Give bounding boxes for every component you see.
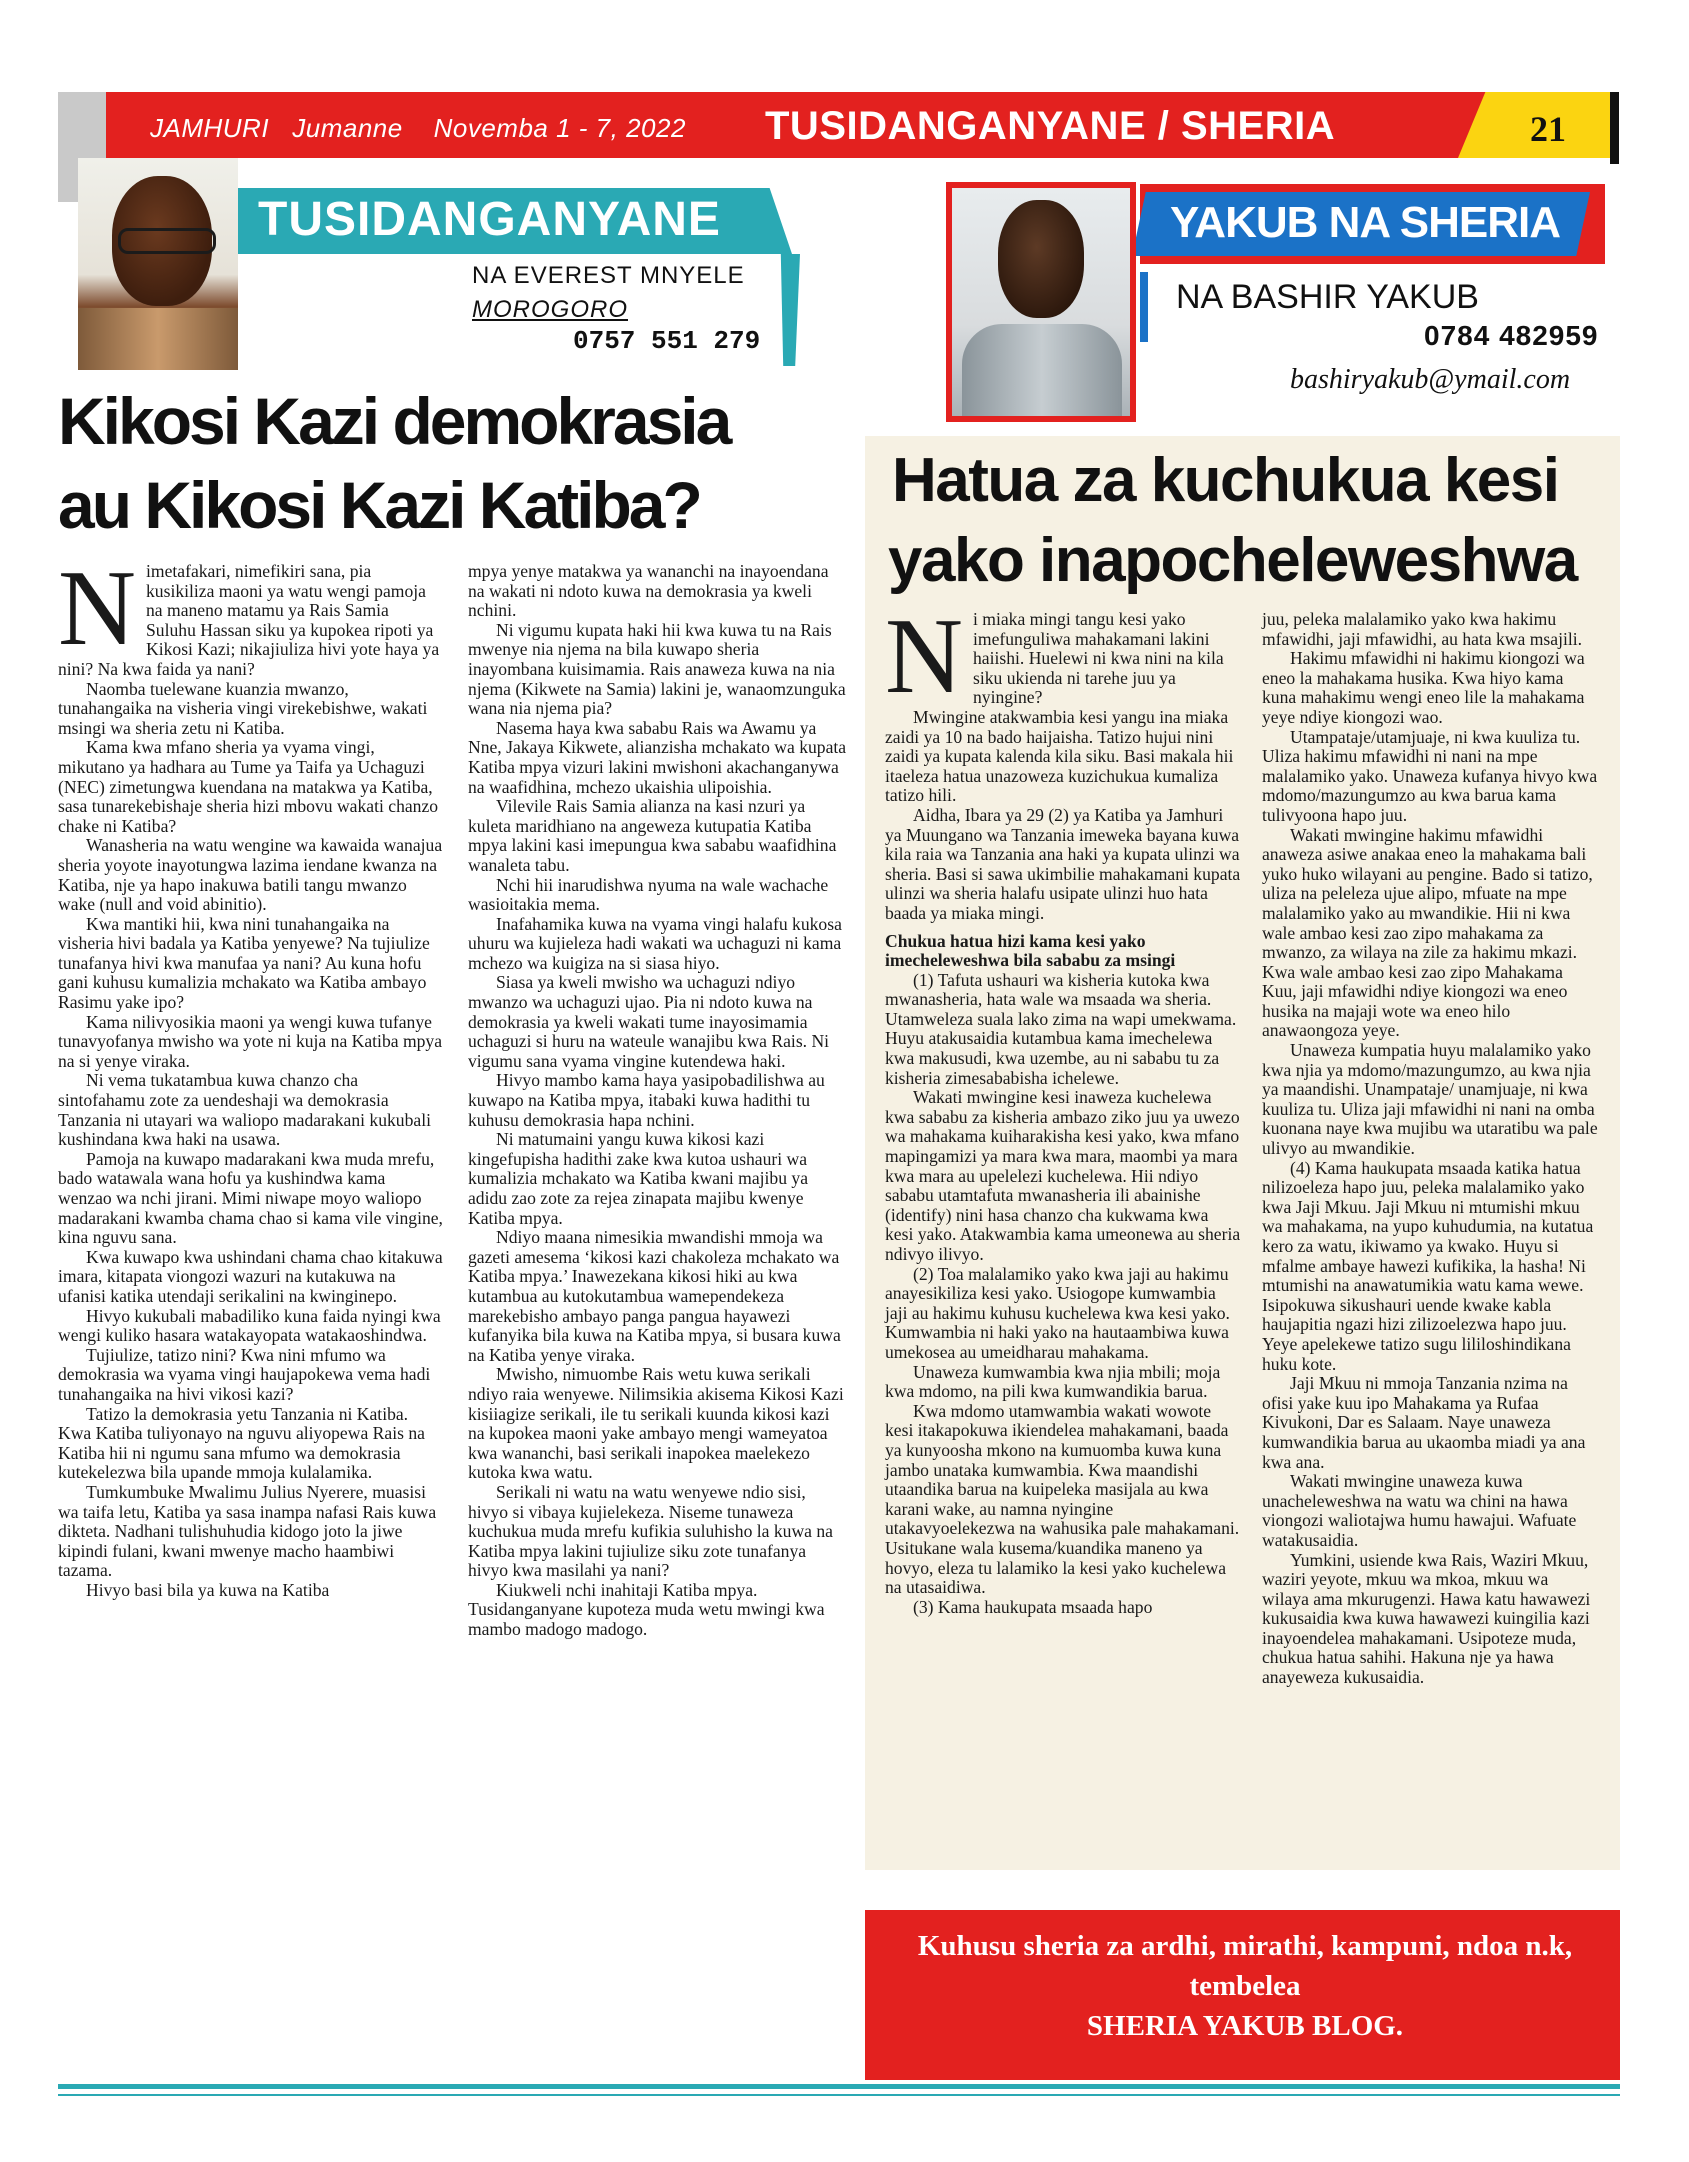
article-paragraph: Ndiyo maana nimesikia mwandishi mmoja wa gazeti amesema ‘kikosi kazi chakoleza mchakato wa Katiba mpya.’ Inawezekana kikosi hiki au kwa kutambua au kutokutambua wamependekeza marekebisho ambayo panga pangua hayawezi kufanyika bila kuwa na Katiba mpya, si busara kuwa na Katiba yenye viraka. [468, 1227, 841, 1365]
photo-glasses [118, 228, 216, 254]
article-paragraph: Wakati mwingine unaweza kuwa unacheleweshwa na watu wa chini na hawa viongozi waliotajwa humu hawajui. Wafuate watakusaidia. [1262, 1471, 1577, 1550]
article-subheading: Chukua hatua hizi kama kesi yako imecheleweshwa bila sababu za msingi [885, 930, 1176, 971]
column-title: TUSIDANGANYANE [258, 193, 721, 246]
author-phone-right: 0784 482959 [1424, 320, 1599, 351]
article-paragraph: Kwa mdomo utamwambia wakati wowote kesi itakapokuwa ikiendelea mahakamani, baada ya kunyoosha mkono na kumuomba kuwa kuna jambo unataka kumwambia. Kwa maandishi utaandika barua na kuipeleka masijala au kwa karani wake, au namna nyingine utakavyoelekezwa na wahusika pale mahakamani. Usitukane wala kusema/kuandika maneno ya hovyo, eleza tu lalamiko la kesi yako kuchelewa na utasaidiwa. [885, 1400, 1240, 1598]
article-paragraph: (4) Kama haukupata msaada katika hatua nilizoeleza hapo juu, peleka malalamiko yako kwa Jaji Mkuu. Jaji Mkuu ni mtumishi mkuu wa mahakama, na yupo kuhudumia, na kutatua kero za watu, ikiwamo ya kwako. Huyu si mfalme ambaye hawezi kufikika, la hasha! Ni mtumishi na anawatumikia watu kama wewe. Isipokuwa sikushauri uende kwake kabla haujapitia ngazi hizi zilizoelezwa hapo juu. Yeye apelekewe tatizo sugu lililoshindikana huku kote. [1262, 1157, 1594, 1374]
headline-left-line1: Kikosi Kazi demokrasia [58, 384, 730, 458]
section-title: TUSIDANGANYANE / SHERIA [765, 104, 1336, 148]
drop-cap: N [58, 549, 136, 668]
author-photo-right [946, 182, 1136, 422]
issue-dates: Novemba 1 - 7, 2022 [433, 113, 686, 143]
article-paragraph: Unaweza kumpatia huyu malalamiko yako kwa njia ya mdomo/mazungumzo, au kwa njia ya maandishi. Unampataje/ unamjuaje, ni kwa kuuliza tu. Uliza jaji mfawidhi ni nani na omba kuonana naye kwa mujibu wa utaratibu wa pale ulivyo au mwandikie. [1262, 1040, 1598, 1159]
right-article-column-1 [885, 597, 1241, 1617]
article-paragraph: Hivyo mambo kama haya yasipobadilishwa au kuwapo na Katiba mpya, itabaki kuwa hadithi tu kuhusu demokrasia hapa nchini. [468, 1070, 825, 1130]
article-paragraph: Siasa ya kweli mwisho wa uchaguzi ndiyo mwanzo wa uchaguzi ujao. Pia ni ndoto kuwa na demokrasia ya kweli wakati tume inayosimamia uchaguzi si huru na wateule wanajibu kwa Rais. Ni vigumu sana vyama vingine kutendewa haki. [468, 972, 830, 1071]
left-article-column-1 [58, 549, 443, 1600]
author-byline: NA EVEREST MNYELE [472, 262, 745, 289]
article-paragraph: Kama kwa mfano sheria ya vyama vingi, mikutano ya hadhara au Tume ya Taifa ya Uchaguzi (NEC) zimetungwa kuendana na matakwa ya Katiba, sasa tunarekebishaje sheria hizi mbovu wakati chanzo chake ni Katiba? [58, 737, 439, 836]
left-article-column-2 [468, 562, 848, 1640]
article-paragraph: Nasema haya kwa sababu Rais wa Awamu ya Nne, Jakaya Kikwete, alianzisha mchakato wa kupata Katiba mpya vizuri lakini mwishoni akachanganywa na waafidhina, mchezo ukaishia ulipoishia. [468, 717, 847, 797]
column-title-right: YAKUB NA SHERIA [1170, 198, 1561, 247]
article-paragraph: (3) Kama haukupata msaada hapo [913, 1596, 1153, 1617]
article-paragraph: juu, peleka malalamiko yako kwa hakimu mfawidhi, jaji mfawidhi, au hata kwa msajili. [1262, 609, 1583, 649]
article-paragraph: Serikali ni watu na watu wenyewe ndio sisi, hivyo si vibaya kujielekeza. Niseme tunaweza kuchukua muda mrefu kufikia suluhisho la kuwa na Katiba mpya lakini tujiulize siku zote tunafanya hivyo kwa masilahi ya nani? [468, 1481, 833, 1581]
author-phone: 0757 551 279 [573, 326, 761, 356]
article-paragraph: Aidha, Ibara ya 29 (2) ya Katiba ya Jamhuri ya Muungano wa Tanzania imeweka bayana kuwa kila raia wa Tanzania ana haki ya kupata ulinzi wa sheria. Basi si sawa ukimbilie mahakamani kupata ulinzi wa sheria halafu usipate ulinzi huo hata baada ya miaka mingi. [885, 804, 1241, 923]
header-edge-bar [1610, 92, 1619, 164]
article-paragraph: Ni miaka mingi tangu kesi yako imefunguliwa mahakamani lakini haiishi. Huelewi ni kwa nini na kila siku ukienda ni tarehe juu ya nyingine? [885, 597, 1224, 716]
article-paragraph: Tatizo la demokrasia yetu Tanzania ni Katiba. Kwa Katiba tuliyonayo na nguvu aliyopewa Rais na Katiba hii ni ngumu sana mfumo wa demokrasia kutekelezwa bila upande mmoja kulalamika. [58, 1403, 425, 1483]
article-paragraph: Naomba tuelewane kuanzia mwanzo, tunahangaika na visheria vingi virekebishwe, wakati msingi wa sheria zetu ni Katiba. [58, 678, 428, 738]
article-paragraph: Nimetafakari, nimefikiri sana, pia kusikiliza maoni ya watu wengi pamoja na maneno matamu ya Rais Samia Suluhu Hassan siku ya kupokea ripoti ya Kikosi Kazi; nikajiuliza hivi yote haya ya nini? Na kwa faida ya nani? [58, 549, 440, 679]
article-paragraph: Utampataje/utamjuaje, ni kwa kuuliza tu. Uliza hakimu mfawidhi ni nani na mpe malalamiko yako. Unaweza kufanya hivyo kwa mdomo/mazungumzo au kwa barua kama tulivyoona hapo juu. [1262, 726, 1598, 825]
article-paragraph: Jaji Mkuu ni mmoja Tanzania nzima na ofisi yake kuu ipo Mahakama ya Rufaa Kivukoni, Dar es Salaam. Naye unaweza kumwandikia barua au ukaomba miadi ya ana kwa ana. [1262, 1373, 1586, 1472]
author-location: MOROGORO [472, 296, 628, 323]
article-paragraph: Inafahamika kuwa na vyama vingi halafu kukosa uhuru wa kujieleza hadi wakati wa uchaguzi ni kama mchezo wa kuigiza na si siasa hiyo. [468, 913, 842, 973]
article-paragraph: Unaweza kumwambia kwa njia mbili; moja kwa mdomo, na pili kwa kumwandikia barua. [885, 1361, 1221, 1402]
article-paragraph: mpya yenye matakwa ya wananchi na inayoendana na wakati ni ndoto kuwa na demokrasia ya kweli nchini. [468, 561, 829, 621]
article-paragraph: Kwa kuwapo kwa ushindani chama chao kitakuwa imara, kitapata viongozi wazuri na kutakuwa na ufanisi katika utendaji serikalini na kwinginepo. [58, 1246, 443, 1306]
article-paragraph: (1) Tafuta ushauri wa kisheria kutoka kwa mwanasheria, hata wale wa msaada wa sheria. Utamweleza suala lako zima na wapi umekwama. Huyu atakusaidia kutambua kama imechelewa kwa makusudi, kwa uzembe, au ni sababu tu za kisheria zimesababisha ichelewe. [885, 969, 1237, 1088]
page-number: 21 [1530, 109, 1566, 149]
blog-promo-line1: Kuhusu sheria za ardhi, mirathi, kampuni, ndoa n.k, [917, 1930, 1573, 1962]
photo-shirt [78, 308, 238, 370]
photo-shirt [962, 324, 1122, 416]
header-dateline [150, 113, 686, 144]
article-paragraph: Vilevile Rais Samia alianza na kasi nzuri ya kuleta maridhiano na angeweza kutupatia Katiba mpya lakini kasi imepungua kwa sababu waafidhina wanaleta tabu. [468, 796, 837, 875]
drop-cap: N [885, 597, 963, 716]
article-paragraph: Kiukweli nchi inahitaji Katiba mpya. Tusidanganyane kupoteza muda wetu mwingi kwa mambo madogo madogo. [468, 1579, 825, 1640]
article-paragraph: Kama nilivyosikia maoni ya wengi kuwa tufanye tunavyofanya mwisho wa yote ni kuja na Katiba mpya na si yenye viraka. [58, 1011, 443, 1071]
byline-accent-bar [1140, 272, 1148, 342]
article-paragraph: Yumkini, usiende kwa Rais, Waziri Mkuu, waziri yeyote, mkuu wa mkoa, mkuu wa wilaya ama mkurugenzi. Hawa katu hawawezi kukusaidia kwa kuwa hawawezi kuingilia kazi inayoendelea mahakamani. Usipoteze muda, chukua hatua sahihi. Hakuna nje ya hawa anayeweza kukusaidia. [1262, 1549, 1591, 1688]
headline-right-line2: yako inapocheleweshwa [888, 526, 1577, 595]
article-paragraph: Ni matumaini yangu kuwa kikosi kazi kingefupisha hadithi zake kwa kutoa ushauri wa kumalizia mchakato wa Katiba kwani majibu ya adidu zao zote za rejea zinapata majibu kwenye Katiba mpya. [468, 1129, 809, 1228]
article-paragraph: Mwingine atakwambia kesi yangu ina miaka zaidi ya 10 na bado haijaisha. Tatizo hujui nini zaidi ya kupata kalenda kila siku. Basi makala hii itaeleza hatua unazoweza kuzichukua kumaliza tatizo hili. [885, 706, 1234, 806]
headline-left-line2: au Kikosi Kazi Katiba? [58, 468, 700, 542]
article-paragraph: Tujiulize, tatizo nini? Kwa nini mfumo wa demokrasia wa vyama vingi haujapokewa vema hadi tunahangaika na hivi vikosi kazi? [58, 1344, 431, 1404]
author-byline-right: NA BASHIR YAKUB [1176, 278, 1479, 316]
article-paragraph: Hivyo basi bila ya kuwa na Katiba [86, 1579, 330, 1600]
right-article-column-2 [1262, 610, 1598, 1688]
author-photo-left [78, 158, 238, 370]
blog-promo-line2: tembelea [1189, 1970, 1301, 2002]
article-paragraph: Wakati mwingine hakimu mfawidhi anaweza asiwe anakaa eneo la mahakama bali yuko huko wilayani au pengine. Bado si tatizo, uliza na peleleza ujue alipo, mfuate na mpe malalamiko yako au mwandikie. Hii ni kwa wale ambao kesi zao zipo mahakama za mwanzo, za wilaya na zile za hakimu mkazi. Kwa wale ambao kesi zao zipo Mahakama Kuu, jaji mfawidhi ndiye kiongozi wa eneo husika na majaji wote wa eneo hilo anawaongoza yeye. [1262, 824, 1593, 1041]
bottom-rule-thin [58, 2094, 1620, 2096]
article-paragraph: Wanasheria na watu wengine wa kawaida wanajua sheria yoyote inayotungwa lazima iendane kwanza na Katiba, nje ya hapo inakuwa batili tangu mwanzo wake (null and void abinitio). [58, 835, 443, 915]
article-paragraph: Hakimu mfawidhi ni hakimu kiongozi wa eneo la mahakama husika. Kwa hiyo kama kuna mahakimu wengi eneo lile la mahakama yeye ndiye kiongozi wao. [1262, 648, 1585, 727]
headline-right-line1: Hatua za kuchukua kesi [892, 446, 1559, 515]
article-paragraph: Ni vema tukatambua kuwa chanzo cha sintofahamu zote za uendeshaji wa demokrasia Tanzania ni utayari wa waliopo madarakani kukubali kushindana kwa haki na usawa. [58, 1070, 431, 1150]
author-email: bashiryakub@ymail.com [1290, 364, 1571, 395]
article-paragraph: Pamoja na kuwapo madarakani kwa muda mrefu, bado watawala wana hofu ya kushindwa kama wenzao wa nchi jirani. Mimi niwape moyo waliopo madarakani kwamba chama chao si kama vile vingine, kina nguvu sana. [58, 1148, 443, 1248]
bottom-rule [58, 2084, 1620, 2089]
weekday: Jumanne [292, 113, 403, 143]
article-paragraph: Wakati mwingine kesi inaweza kuchelewa kwa sababu za kisheria ambazo ziko juu ya uwezo wa mahakama kuiharakisha kesi yako, kwa mfano mapingamizi ya mara kwa mara, maombi ya mara kwa mara au upelelezi kuchelewa. Hii ndiyo sababu utamtafuta mwanasheria ili abainishe (identify) nini hasa chanzo cha kukwama kwa kesi yako. Atakwambia kama umeonewa au sheria ndivyo ilivyo. [885, 1087, 1241, 1264]
photo-face [998, 200, 1084, 318]
article-paragraph: Mwisho, nimuombe Rais wetu kuwa serikali ndiyo raia wenyewe. Nilimsikia akisema Kikosi Kazi kisiiagize serikali, ile tu serikali kuunda kikosi kazi na kupokea maoni yake ambayo mengi wameyatoa kwa wananchi, basi serikali inapokea maelekezo kutoka kwa watu. [468, 1364, 844, 1483]
article-paragraph: (2) Toa malalamiko yako kwa jaji au hakimu anayesikiliza kesi yako. Usiogope kumwambia jaji au hakimu kuhusu kuchelewa kwa kesi yako. Kumwambia ni haki yako na hautaambiwa kuwa umekosea au umeidharau mahakama. [885, 1263, 1230, 1362]
article-paragraph: Ni vigumu kupata haki hii kwa kuwa tu na Rais mwenye nia njema na bila kuwapo sheria inayombana kuisimamia. Rais anaweza kuwa na nia njema (Kikwete na Samia) lakini je, wanaomzunguka wana nia njema pia? [468, 619, 846, 719]
article-paragraph: Kwa mantiki hii, kwa nini tunahangaika na visheria hivi badala ya Katiba yenyewe? Na tujiulize tunafanya hivi kwa manufaa ya nani? Au kuna hofu gani kuhusu kumalizia mchakato wa Katiba ambayo Rasimu yake ipo? [58, 913, 430, 1013]
article-paragraph: Hivyo kukubali mabadiliko kuna faida nyingi kwa wengi kuliko hasara watakayopata watakaoshindwa. [58, 1305, 441, 1346]
paper-name: JAMHURI [150, 113, 270, 143]
article-paragraph: Tumkumbuke Mwalimu Julius Nyerere, muasisi wa taifa letu, Katiba ya sasa inampa nafasi Rais kuwa dikteta. Nadhani tulishuhudia kidogo joto la jiwe kipindi fulani, kwani mwenye macho haambiwi tazama. [58, 1481, 437, 1581]
blog-name: SHERIA YAKUB BLOG. [1086, 2010, 1404, 2042]
article-paragraph: Nchi hii inarudishwa nyuma na wale wachache wasioitakia mema. [468, 874, 829, 915]
